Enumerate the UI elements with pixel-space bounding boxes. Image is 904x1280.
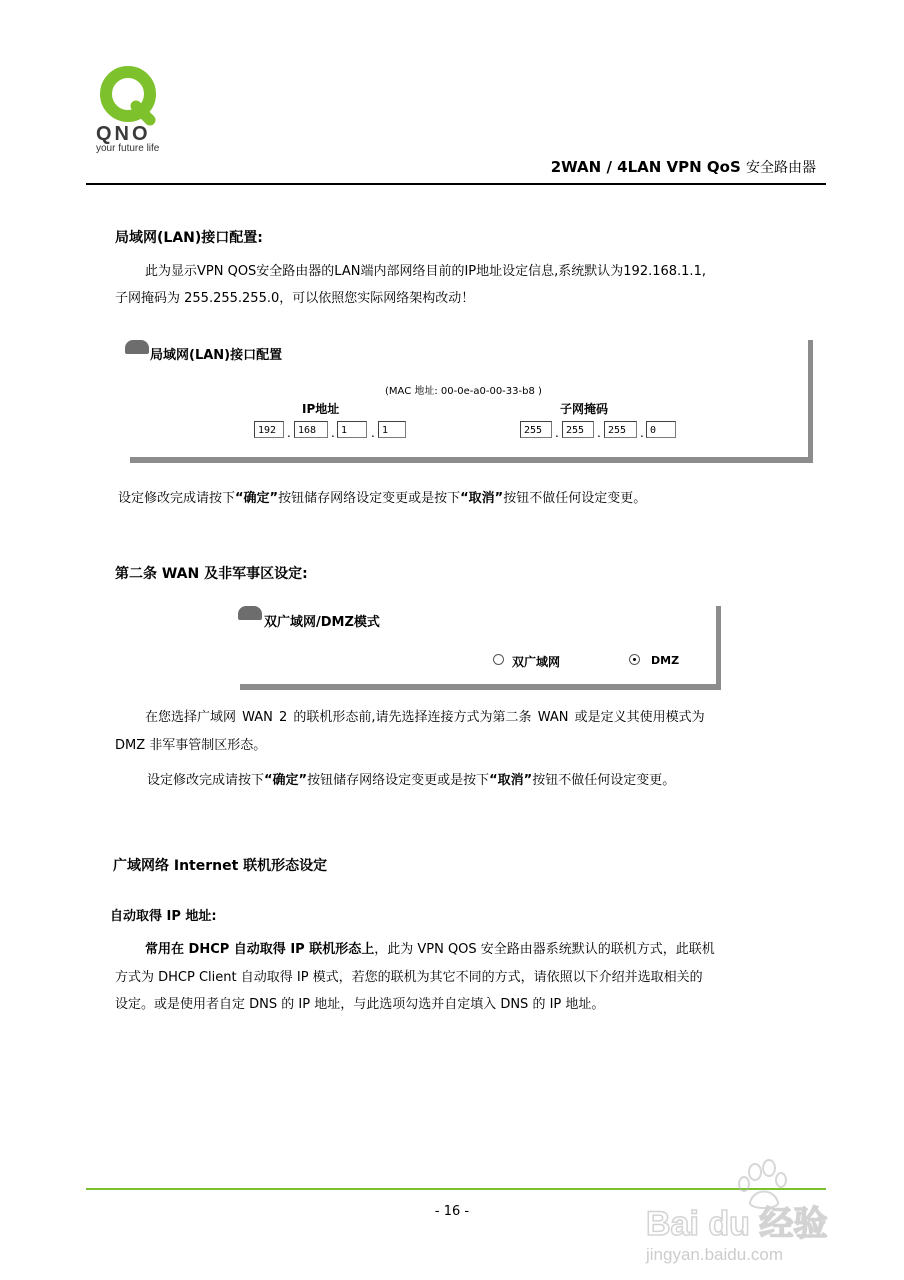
wan-panel-title: 双广域网/DMZ模式	[264, 615, 380, 630]
mask-octet-1[interactable]: 255	[520, 421, 552, 438]
note-text: 设定修改完成请按下	[147, 773, 265, 788]
note-cancel-label: “取消”	[489, 773, 533, 788]
lan-para-line2: 子网掩码为 255.255.255.0，可以依照您实际网络架构改动！	[115, 291, 475, 306]
header-title	[551, 157, 816, 177]
note-ok-label: “确定”	[264, 773, 308, 788]
logo-tagline: your future life	[96, 143, 160, 154]
mask-octet-4[interactable]: 0	[646, 421, 676, 438]
wan-para-line1: 在您选择广域网 WAN 2 的联机形态前,请先选择连接方式为第二条 WAN 或是定义其使用模式为	[145, 710, 705, 725]
internet-para-line3: 设定。或是使用者自定 DNS 的 IP 地址，与此选项勾选并自定填入 DNS 的 IP 地址。	[115, 997, 605, 1012]
dmz-label: DMZ	[651, 654, 680, 667]
dmz-radio[interactable]	[629, 654, 640, 665]
dot-separator: .	[597, 426, 601, 440]
header-title-en: 2WAN / 4LAN VPN QoS	[550, 158, 741, 176]
page-number: - 16 -	[434, 1204, 470, 1219]
note-text: 设定修改完成请按下	[118, 491, 236, 506]
ip-address-label: IP地址	[302, 402, 340, 416]
internet-para-line1	[145, 936, 715, 963]
note-cancel-label: “取消”	[460, 491, 504, 506]
wan-save-note	[147, 767, 675, 794]
header-rule	[86, 183, 826, 185]
dhcp-emphasis: 常用在 DHCP 自动取得 IP 联机形态上	[145, 942, 375, 957]
dot-separator: .	[287, 426, 291, 440]
lan-para-line1: 此为显示VPN QOS安全路由器的LAN端内部网络目前的IP地址设定信息,系统默认为192.168.1.1,	[145, 264, 706, 279]
watermark-brand: Bai du 经验	[646, 1205, 828, 1243]
panel-tab-icon	[125, 340, 149, 354]
dot-separator: .	[555, 426, 559, 440]
internet-para-line2: 方式为 DHCP Client 自动取得 IP 模式，若您的联机为其它不同的方式，请依照以下介绍并选取相关的	[115, 970, 703, 985]
mask-octet-2[interactable]: 255	[562, 421, 594, 438]
note-text: 按钮储存网络设定变更或是按下	[278, 491, 461, 506]
ip-octet-4[interactable]: 1	[378, 421, 406, 438]
wan-heading: 第二条 WAN 及非军事区设定:	[115, 566, 308, 582]
dual-wan-radio[interactable]	[493, 654, 504, 665]
subnet-mask-label: 子网掩码	[560, 402, 609, 416]
wan-dmz-panel	[240, 606, 721, 690]
dual-wan-label: 双广域网	[512, 655, 561, 669]
note-text: 按钮不做任何设定变更。	[503, 491, 647, 506]
lan-save-note	[118, 485, 646, 512]
note-text: 按钮不做任何设定变更。	[532, 773, 676, 788]
ip-octet-1[interactable]: 192	[254, 421, 284, 438]
ip-octet-3[interactable]: 1	[337, 421, 367, 438]
lan-config-panel	[130, 340, 813, 463]
auto-ip-subheading: 自动取得 IP 地址:	[110, 909, 217, 924]
header-title-cn: 安全路由器	[746, 160, 816, 176]
mac-address-label: (MAC 地址: 00-0e-a0-00-33-b8 )	[385, 386, 542, 397]
note-ok-label: “确定”	[235, 491, 279, 506]
lan-heading: 局域网(LAN)接口配置:	[115, 230, 263, 246]
panel-tab-icon	[238, 606, 262, 620]
dot-separator: .	[331, 426, 335, 440]
wan-para-line2: DMZ 非军事管制区形态。	[115, 738, 267, 753]
lan-panel-title: 局域网(LAN)接口配置	[150, 348, 283, 363]
logo-wordmark: QNO	[96, 123, 151, 145]
mask-octet-3[interactable]: 255	[604, 421, 637, 438]
ip-octet-2[interactable]: 168	[294, 421, 328, 438]
internet-heading: 广域网络 Internet 联机形态设定	[113, 858, 328, 874]
baidu-watermark	[640, 1150, 870, 1265]
note-text: 按钮储存网络设定变更或是按下	[307, 773, 490, 788]
dot-separator: .	[640, 426, 644, 440]
watermark-url: jingyan.baidu.com	[646, 1245, 784, 1264]
para-text: ，此为 VPN QOS 安全路由器系统默认的联机方式，此联机	[374, 942, 715, 957]
dot-separator: .	[371, 426, 375, 440]
